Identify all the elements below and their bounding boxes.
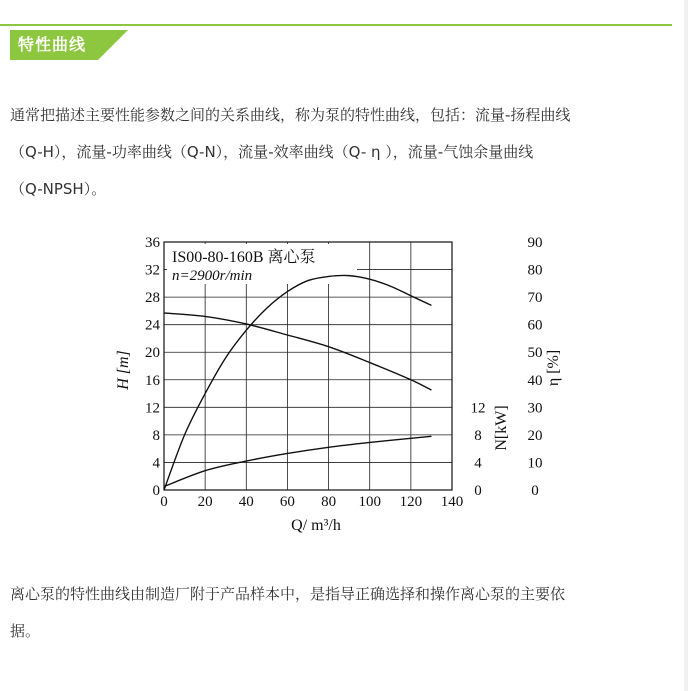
eta-tick-label: 0	[531, 483, 539, 499]
eta-tick-label: 80	[527, 262, 543, 279]
eta-tick-label: 20	[527, 427, 543, 444]
n-tick-label: 4	[474, 455, 482, 472]
x-tick-label: 120	[399, 494, 423, 510]
q-n-curve	[164, 436, 431, 486]
h-tick-label: 36	[145, 235, 160, 251]
h-tick-label: 32	[145, 262, 160, 279]
chart-svg	[108, 222, 568, 542]
x-tick-label: 60	[279, 494, 295, 510]
h-tick-label: 20	[145, 345, 160, 362]
h-tick-label: 8	[152, 427, 160, 444]
x-tick-label: 80	[321, 494, 337, 510]
eta-tick-label: 30	[527, 400, 543, 417]
conclusion-line-2: 据。	[10, 622, 41, 640]
x-tick-label: 100	[358, 494, 381, 510]
section-title: 特性曲线	[18, 35, 87, 54]
x-tick-label: 0	[160, 494, 168, 510]
h-tick-label: 0	[152, 483, 160, 499]
eta-tick-label: 70	[527, 290, 543, 307]
eta-tick-label: 60	[527, 317, 543, 334]
x-axis-label: Q/ m³/h	[291, 517, 341, 534]
h-tick-label: 4	[152, 455, 160, 472]
n-tick-label: 8	[474, 427, 482, 444]
n-axis-label: N[kW]	[493, 405, 510, 451]
chart-subtitle: n=2900r/min	[172, 268, 253, 284]
h-tick-label: 24	[145, 317, 160, 334]
intro-paragraph	[10, 97, 670, 208]
x-tick-label: 140	[440, 494, 464, 510]
section-header	[10, 30, 128, 60]
h-tick-label: 28	[145, 290, 160, 307]
eta-tick-label: 50	[527, 345, 543, 362]
h-axis-label: H [m]	[115, 350, 132, 390]
eta-tick-label: 40	[527, 372, 543, 389]
pump-characteristic-chart	[108, 222, 568, 542]
chart-title: IS00-80-160B 离心泵	[172, 249, 316, 266]
page-edge	[684, 0, 688, 691]
intro-line-2: （Q-H），流量-功率曲线（Q-N），流量-效率曲线（Q- η ），流量-气蚀余量曲线	[10, 143, 534, 161]
x-tick-label: 40	[238, 494, 254, 510]
eta-tick-label: 90	[527, 235, 543, 251]
h-tick-label: 12	[145, 400, 160, 417]
intro-line-3: （Q-NPSH）。	[10, 180, 107, 198]
eta-axis-label: η [%]	[545, 349, 562, 387]
n-tick-label: 0	[474, 483, 482, 499]
x-tick-label: 20	[197, 494, 213, 510]
top-divider	[0, 24, 672, 26]
intro-line-1: 通常把描述主要性能参数之间的关系曲线，称为泵的特性曲线，包括：流量-扬程曲线	[10, 106, 571, 124]
conclusion-line-1: 离心泵的特性曲线由制造厂附于产品样本中，是指导正确选择和操作离心泵的主要依	[10, 585, 566, 603]
conclusion-paragraph	[10, 576, 670, 650]
n-tick-label: 12	[470, 400, 486, 417]
q-eta-curve	[164, 275, 431, 490]
h-tick-label: 16	[145, 372, 160, 389]
eta-tick-label: 10	[527, 455, 543, 472]
